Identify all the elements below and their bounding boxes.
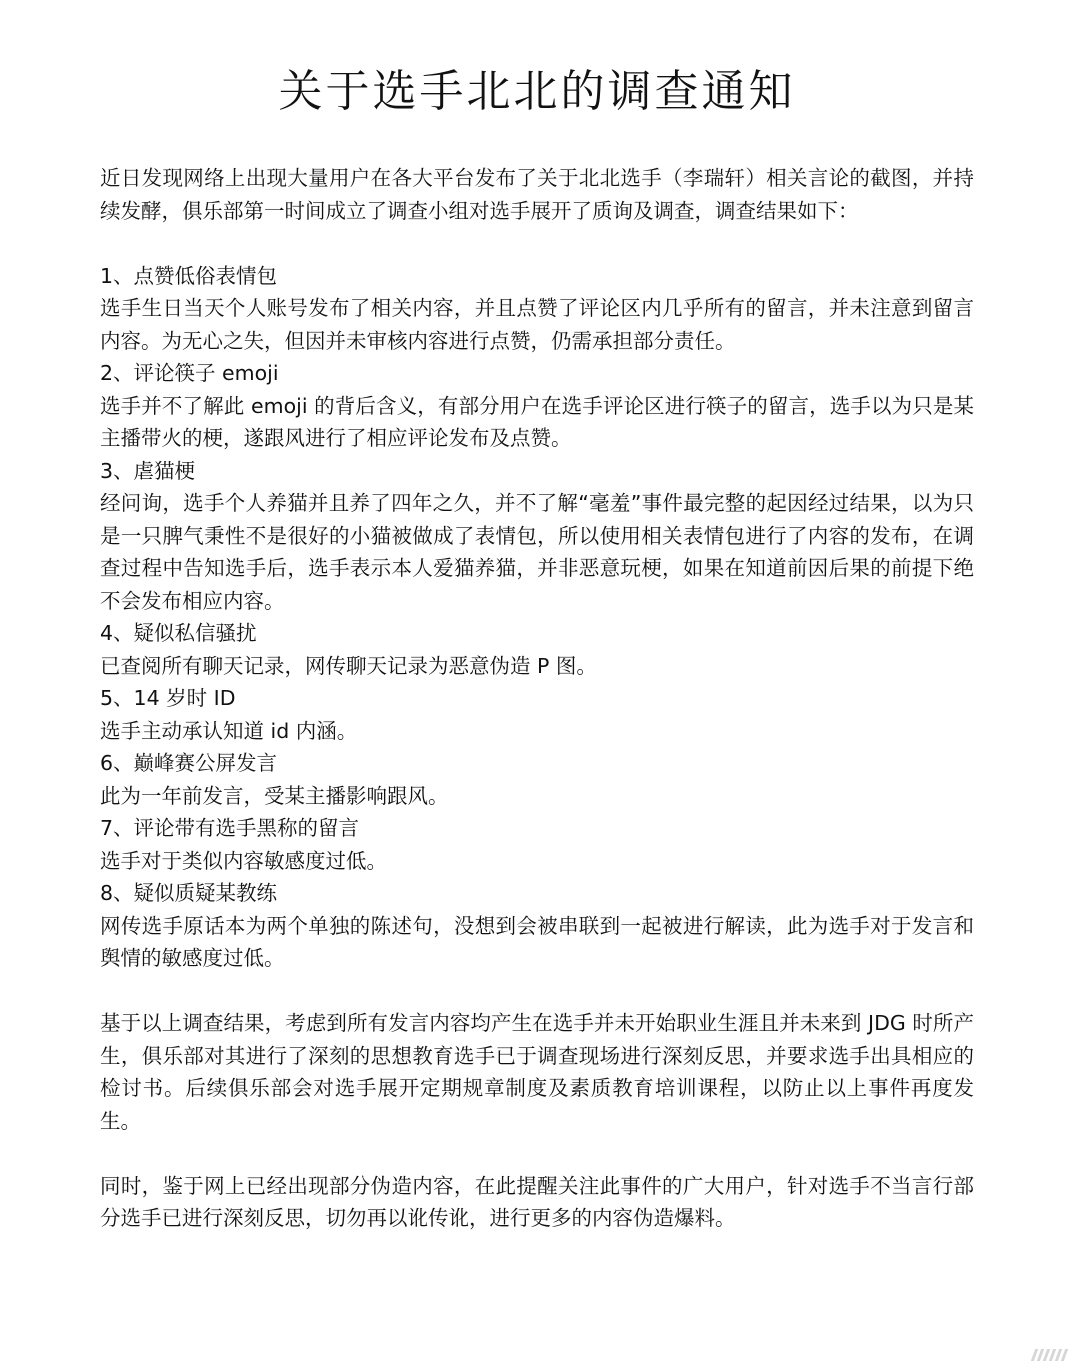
finding-body: 选手主动承认知道 id 内涵。 (100, 718, 358, 743)
finding-item (100, 617, 974, 682)
finding-heading: 7、评论带有选手黑称的留言 (100, 816, 360, 840)
finding-heading: 2、评论筷子 emoji (100, 361, 279, 385)
finding-body: 经问询，选手个人养猫并且养了四年之久，并不了解“毫羞”事件最完整的起因经过结果，以为只是一只脾气秉性不是很好的小猫被做成了表情包，所以使用相关表情包进行了内容的发布，在调查过程中告知选手后，选手表示本人爱猫养猫，并非恶意玩梗，如果在知道前因后果的前提下绝不会发布相应内容。 (100, 491, 974, 613)
finding-heading: 1、点赞低俗表情包 (100, 263, 278, 288)
finding-item (100, 812, 974, 877)
conclusion-paragraph: 基于以上调查结果，考虑到所有发言内容均产生在选手并未开始职业生涯且并未来到 JDG 时所产生，俱乐部对其进行了深刻的思想教育选手已于调查现场进行深刻反思，并要求选手出具相应的检讨书。后续俱乐部会对选手展开定期规章制度及素质教育培训课程，以防止以上事件再度发生。 (100, 1011, 974, 1133)
findings-list (100, 260, 974, 975)
finding-body: 选手生日当天个人账号发布了相关内容，并且点赞了评论区内几乎所有的留言，并未注意到留言内容。为无心之失，但因并未审核内容进行点赞，仍需承担部分责任。 (100, 296, 974, 353)
finding-heading: 3、虐猫梗 (100, 458, 196, 483)
finding-heading: 6、巅峰赛公屏发言 (100, 751, 278, 775)
finding-body: 已查阅所有聊天记录，网传聊天记录为恶意伪造 P 图。 (100, 653, 597, 678)
finding-heading: 5、14 岁时 ID (100, 686, 236, 710)
finding-body: 此为一年前发言，受某主播影响跟风。 (100, 783, 449, 808)
document-title: 关于选手北北的调查通知 (278, 66, 796, 117)
finding-body: 网传选手原话本为两个单独的陈述句，没想到会被串联到一起被进行解读，此为选手对于发言和舆情的敏感度过低。 (100, 913, 974, 970)
closing-paragraph: 同时，鉴于网上已经出现部分伪造内容，在此提醒关注此事件的广大用户，针对选手不当言行部分选手已进行深刻反思，切勿再以讹传讹，进行更多的内容伪造爆料。 (100, 1173, 974, 1230)
finding-item (100, 682, 974, 747)
watermark-icon (1010, 1348, 1066, 1362)
finding-item (100, 455, 974, 618)
finding-item (100, 357, 974, 455)
finding-item (100, 747, 974, 812)
intro-paragraph: 近日发现网络上出现大量用户在各大平台发布了关于北北选手（李瑞轩）相关言论的截图，并持续发酵，俱乐部第一时间成立了调查小组对选手展开了质询及调查，调查结果如下： (100, 166, 974, 223)
finding-body: 选手并不了解此 emoji 的背后含义，有部分用户在选手评论区进行筷子的留言，选手以为只是某主播带火的梗，遂跟风进行了相应评论发布及点赞。 (100, 393, 974, 450)
finding-body: 选手对于类似内容敏感度过低。 (100, 848, 387, 873)
finding-item (100, 877, 974, 975)
finding-heading: 4、疑似私信骚扰 (100, 621, 257, 645)
finding-heading: 8、疑似质疑某教练 (100, 881, 278, 905)
finding-item (100, 260, 974, 358)
